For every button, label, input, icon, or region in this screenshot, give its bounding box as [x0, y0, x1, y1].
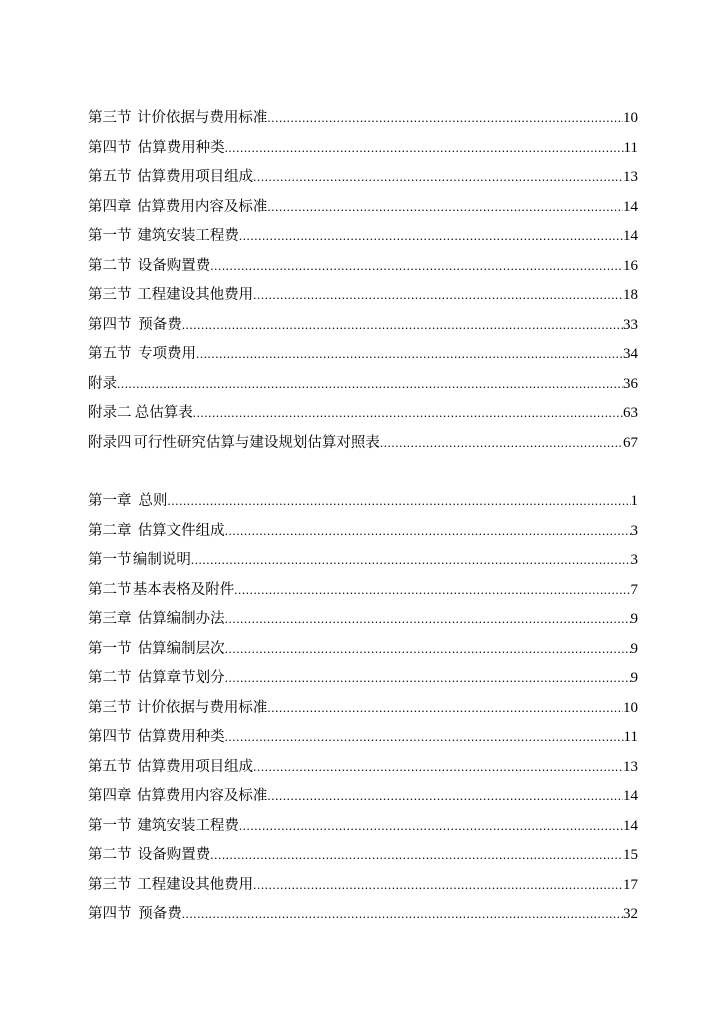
toc-dot-leader: [225, 611, 631, 627]
toc-dot-leader: [253, 287, 623, 303]
toc-entry-number: 第二节: [88, 257, 132, 274]
toc-dot-leader: [253, 169, 623, 185]
toc-entry-page-number: 11: [623, 729, 638, 745]
toc-dot-leader: [225, 140, 624, 156]
toc-entry-page-number: 14: [623, 817, 638, 834]
toc-entry-page-number: 14: [623, 228, 638, 244]
toc-entry-title: 估算费用项目组成: [137, 169, 254, 185]
toc-entry-number: 附录二: [88, 405, 132, 421]
toc-entry-title: 建筑安装工程费: [137, 228, 239, 244]
toc-entry-page-number: 14: [623, 198, 638, 215]
toc-entry-title: 估算费用内容及标准: [136, 788, 268, 804]
toc-dot-leader: [239, 228, 623, 244]
toc-dot-leader: [225, 670, 631, 686]
toc-entry-title: 计价依据与费用标准: [136, 699, 268, 716]
toc-entry-number: 第三节: [88, 287, 132, 303]
toc-entry-number: 第三节: [88, 699, 132, 716]
toc-dot-leader: [267, 110, 623, 126]
toc-entry-title: 设备购置费: [137, 847, 211, 863]
toc-entry-title: 总估算表: [134, 405, 193, 421]
toc-entry: [88, 489, 638, 519]
toc-entry: [88, 254, 638, 284]
toc-entry-number: 第五节: [88, 169, 132, 185]
toc-dot-leader: [267, 788, 623, 804]
toc-entry: [88, 873, 638, 903]
toc-entry-page-number: 17: [623, 876, 638, 893]
toc-entry: [88, 136, 638, 166]
toc-entry-number: 第四节: [88, 316, 132, 333]
toc-entry-number: 第三节: [88, 876, 132, 893]
toc-entry-title: 估算费用种类: [137, 139, 225, 156]
toc-entry: [88, 519, 638, 549]
toc-entry: [88, 607, 638, 637]
toc-entry: [88, 666, 638, 696]
toc-dot-leader: [117, 376, 623, 392]
toc-entry-title: 设备购置费: [137, 257, 211, 274]
toc-entry-title: 估算编制层次: [137, 640, 225, 657]
toc-entry-title: 编制说明: [132, 552, 191, 568]
toc-entry-title: 估算文件组成: [137, 522, 225, 539]
toc-entry-page-number: 3: [630, 522, 638, 539]
toc-entry-number: 第一章: [88, 493, 132, 509]
toc-entry-number: 第二节: [88, 581, 132, 598]
toc-entry-number: 第五节: [88, 346, 132, 362]
toc-entry-page-number: 10: [623, 699, 638, 716]
toc-entry-number: 第四节: [88, 139, 132, 156]
toc-entry-page-number: 1: [630, 493, 638, 509]
toc-entry-page-number: 33: [623, 316, 638, 333]
toc-entry-page-number: 63: [623, 405, 638, 421]
toc-entry-number: 第五节: [88, 758, 132, 775]
toc-dot-leader: [210, 847, 623, 863]
toc-entry-title: 估算费用内容及标准: [136, 198, 268, 215]
toc-entry-title: 估算费用项目组成: [137, 758, 254, 775]
toc-entry: [88, 902, 638, 932]
toc-entry-number: 第四节: [88, 729, 132, 745]
table-of-contents-second: [88, 489, 638, 932]
toc-dot-leader: [267, 700, 623, 716]
toc-entry: [88, 224, 638, 254]
toc-dot-leader: [193, 405, 623, 421]
toc-entry: [88, 431, 638, 461]
toc-entry-page-number: 14: [623, 788, 638, 804]
toc-dot-leader: [225, 523, 631, 539]
toc-dot-leader: [239, 818, 623, 834]
toc-entry-page-number: 36: [623, 375, 638, 392]
toc-entry: [88, 401, 638, 431]
toc-entry-number: 第三章: [88, 611, 132, 627]
toc-entry-page-number: 34: [623, 346, 638, 362]
toc-dot-leader: [267, 199, 623, 215]
toc-entry-title: 总则: [138, 493, 168, 509]
toc-dot-leader: [253, 759, 623, 775]
toc-entry-number: 第一节: [88, 817, 132, 834]
toc-dot-leader: [253, 877, 623, 893]
toc-entry-title: 计价依据与费用标准: [136, 110, 268, 126]
toc-entry-page-number: 3: [630, 552, 638, 568]
table-of-contents-first: [88, 106, 638, 460]
toc-dot-leader: [182, 906, 623, 922]
toc-entry-title: 工程建设其他费用: [137, 876, 254, 893]
toc-entry: [88, 313, 638, 343]
toc-entry-page-number: 10: [623, 110, 638, 126]
toc-dot-leader: [225, 729, 624, 745]
toc-entry-number: 第一节: [88, 228, 132, 244]
toc-dot-leader: [225, 641, 631, 657]
toc-entry-page-number: 18: [623, 287, 638, 303]
toc-dot-leader: [191, 552, 631, 568]
toc-entry-number: 第四节: [88, 906, 132, 922]
toc-entry-number: 附录四: [88, 434, 132, 451]
toc-entry-number: 附录: [88, 375, 117, 392]
toc-entry-title: 预备费: [138, 316, 182, 333]
toc-dot-leader: [380, 435, 623, 451]
toc-entry-title: 建筑安装工程费: [137, 817, 239, 834]
toc-entry-title: 工程建设其他费用: [137, 287, 254, 303]
toc-entry-page-number: 13: [623, 169, 638, 185]
toc-entry-number: 第四章: [88, 788, 132, 804]
toc-entry-title: 估算费用种类: [137, 729, 225, 745]
toc-dot-leader: [210, 258, 623, 274]
toc-entry: [88, 814, 638, 844]
toc-entry-page-number: 67: [623, 434, 638, 451]
toc-entry-number: 第二节: [88, 670, 132, 686]
toc-dot-leader: [234, 582, 630, 598]
toc-entry: [88, 548, 638, 578]
toc-entry-page-number: 15: [623, 847, 638, 863]
toc-entry-page-number: 9: [630, 670, 638, 686]
toc-entry: [88, 165, 638, 195]
toc-entry: [88, 843, 638, 873]
toc-entry: [88, 696, 638, 726]
toc-entry-title: 估算编制办法: [137, 611, 225, 627]
toc-entry-page-number: 9: [630, 611, 638, 627]
toc-entry-number: 第一节: [88, 640, 132, 657]
toc-entry-title: 基本表格及附件: [132, 581, 235, 598]
toc-entry-number: 第三节: [88, 110, 132, 126]
toc-entry-number: 第二节: [88, 847, 132, 863]
toc-entry: [88, 283, 638, 313]
toc-entry-page-number: 16: [623, 257, 638, 274]
toc-dot-leader: [168, 493, 631, 509]
toc-entry: [88, 372, 638, 402]
toc-dot-leader: [182, 317, 623, 333]
toc-entry: [88, 195, 638, 225]
toc-dot-leader: [196, 346, 623, 362]
toc-entry: [88, 578, 638, 608]
toc-entry-page-number: 9: [630, 640, 638, 657]
toc-entry: [88, 784, 638, 814]
toc-entry-number: 第四章: [88, 198, 132, 215]
toc-entry: [88, 637, 638, 667]
toc-entry-page-number: 7: [630, 581, 638, 598]
toc-entry-page-number: 13: [623, 758, 638, 775]
toc-entry-page-number: 32: [623, 906, 638, 922]
toc-entry-number: 第二章: [88, 522, 132, 539]
toc-entry: [88, 725, 638, 755]
toc-entry-page-number: 11: [623, 139, 638, 156]
toc-entry: [88, 755, 638, 785]
toc-entry: [88, 106, 638, 136]
toc-entry-title: 专项费用: [138, 346, 196, 362]
toc-entry-title: 预备费: [138, 906, 182, 922]
toc-entry: [88, 342, 638, 372]
toc-entry-title: 估算章节划分: [137, 670, 225, 686]
toc-entry-number: 第一节: [88, 552, 132, 568]
toc-entry-title: 可行性研究估算与建设规划估算对照表: [133, 434, 380, 451]
